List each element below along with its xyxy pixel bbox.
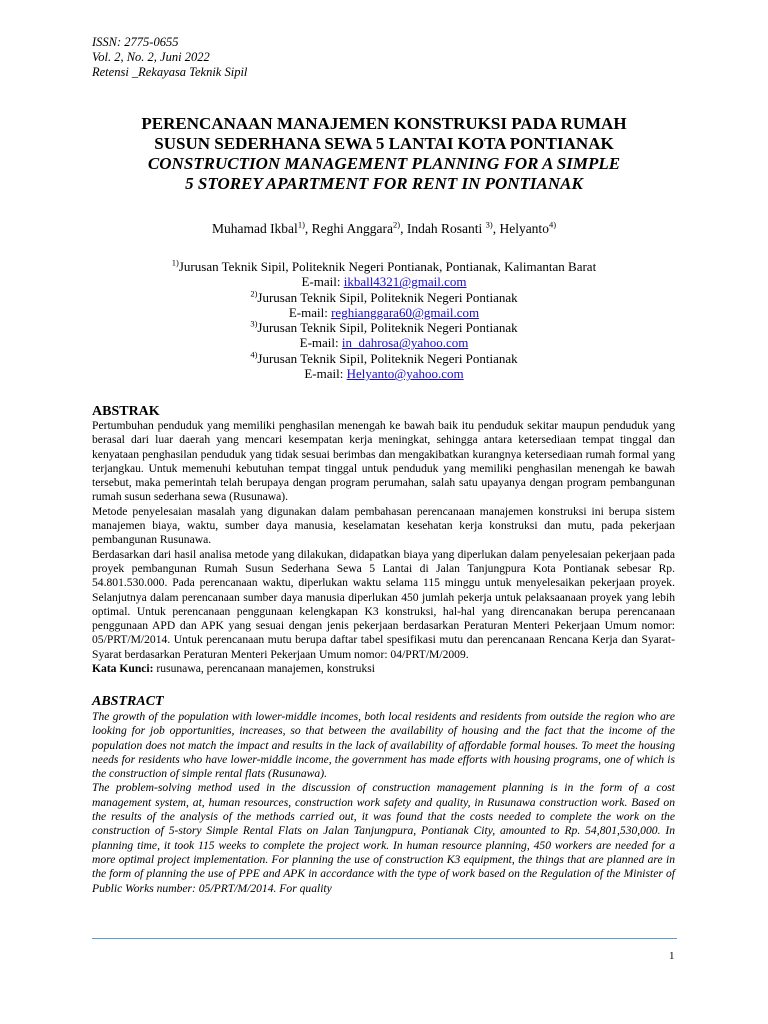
page-number: 1 bbox=[669, 950, 675, 962]
journal-name: Retensi _Rekayasa Teknik Sipil bbox=[92, 65, 248, 79]
email-label: E-mail: bbox=[288, 304, 332, 320]
affiliation-mark: 1) bbox=[171, 257, 179, 268]
email-link[interactable]: in_dahrosa@yahoo.com bbox=[341, 335, 469, 351]
issn: ISSN: 2775-0655 bbox=[92, 35, 179, 49]
affiliation-mark: 2) bbox=[250, 288, 258, 299]
author-affil-mark: 4) bbox=[548, 219, 557, 230]
keywords-label: Kata Kunci: bbox=[92, 662, 154, 676]
affiliation-text: Jurusan Teknik Sipil, Politeknik Negeri Pontianak bbox=[257, 320, 518, 336]
paper-title bbox=[60, 114, 708, 194]
affiliation bbox=[60, 290, 708, 305]
author-affil-mark: 2) bbox=[393, 219, 401, 230]
footer-divider bbox=[92, 938, 677, 939]
affiliation-text: Jurusan Teknik Sipil, Politeknik Negeri Pontianak, Pontianak, Kalimantan Barat bbox=[178, 259, 597, 274]
author-name: Helyanto bbox=[499, 221, 549, 236]
abstract-heading: ABSTRACT bbox=[92, 694, 164, 709]
email-label: E-mail: bbox=[301, 274, 344, 290]
author-separator: , bbox=[492, 221, 500, 236]
affiliation-text: Jurusan Teknik Sipil, Politeknik Negeri Pontianak bbox=[257, 350, 518, 366]
abstrak-body bbox=[92, 419, 675, 676]
email-link[interactable]: reghianggara60@gmail.com bbox=[331, 304, 480, 320]
affiliation-mark: 4) bbox=[250, 349, 258, 360]
title-en-line-1: CONSTRUCTION MANAGEMENT PLANNING FOR A SIMPLE bbox=[147, 154, 621, 173]
title-id-line-2: SUSUN SEDERHANA SEWA 5 LANTAI KOTA PONTIANAK bbox=[154, 134, 614, 153]
author-list bbox=[60, 221, 708, 237]
affiliation-mark: 3) bbox=[250, 318, 258, 329]
affiliation bbox=[60, 351, 708, 366]
abstrak-heading: ABSTRAK bbox=[92, 404, 160, 419]
title-id-line-1: PERENCANAAN MANAJEMEN KONSTRUKSI PADA RUMAH bbox=[141, 114, 627, 133]
email-label: E-mail: bbox=[299, 335, 342, 351]
affiliation-email-line bbox=[60, 366, 708, 381]
author-name: Muhamad Ikbal bbox=[211, 221, 298, 236]
title-en-line-2: 5 STOREY APARTMENT FOR RENT IN PONTIANAK bbox=[185, 174, 583, 193]
affiliation-text: Jurusan Teknik Sipil, Politeknik Negeri Pontianak bbox=[257, 289, 518, 305]
author-name: Reghi Anggara bbox=[311, 221, 394, 236]
email-link[interactable]: Helyanto@yahoo.com bbox=[346, 366, 464, 382]
keywords-text: rusunawa, perencanaan manajemen, konstruksi bbox=[153, 662, 376, 676]
affiliation-list bbox=[60, 259, 708, 381]
keywords-line bbox=[92, 662, 675, 676]
affiliation bbox=[60, 320, 708, 335]
author-separator: , bbox=[304, 221, 312, 236]
abstrak-paragraph: Metode penyelesaian masalah yang digunakan dalam pembahasan perencanaan manajemen konstruksi ini berupa sistem manajemen biaya, waktu, sumber daya manusia, keselamatan kesehatan kerja konstruksi dan mutu, pada pekerjaan pembangunan Rusunawa. bbox=[92, 504, 675, 547]
journal-header bbox=[92, 35, 247, 80]
abstract-paragraph: The growth of the population with lower-middle incomes, both local residents and residents from outside the region who are looking for job opportunities, increases, so that between the availability of housing and the fact that the income of the population does not match the impact and results in the lack of availability of affordable formal houses. To meet the housing needs for residents who have lower-middle income, the government has made efforts with housing programs, one of which is the construction of simple rental flats (Rusunawa). bbox=[92, 710, 675, 781]
affiliation-email-line bbox=[60, 335, 708, 350]
author-separator: , bbox=[400, 221, 407, 236]
affiliation-email-line bbox=[60, 305, 708, 320]
volume-info: Vol. 2, No. 2, Juni 2022 bbox=[92, 50, 210, 64]
email-link[interactable]: ikball4321@gmail.com bbox=[343, 274, 467, 290]
affiliation bbox=[60, 259, 708, 274]
abstract-body bbox=[92, 710, 675, 896]
author-name: Indah Rosanti bbox=[406, 221, 486, 236]
author-affil-mark: 1) bbox=[297, 219, 305, 230]
affiliation-email-line bbox=[60, 274, 708, 289]
author-affil-mark: 3) bbox=[485, 219, 493, 230]
abstract-paragraph: The problem-solving method used in the discussion of construction management planning is in the form of a cost management system, at, human resources, construction work safety and quality, in Rusunawa construction work. Based on the results of the analysis of the methods carried out, it was found that the costs needed to complete the work on the construction of 5-story Simple Rental Flats on Jalan Tanjungpura, Pontianak City, amounted to Rp. 54,801,530,000. In planning time, it took 115 weeks to complete the project work. In human resource planning, 450 workers are needed for a more optimal project implementation. For planning the use of construction K3 equipment, the things that are planned are in the form of planning the use of PPE and APK in accordance with the type of work based on the Regulation of the Minister of Public Works number: 05/PRT/M/2014. For quality bbox=[92, 781, 675, 895]
abstrak-paragraph: Pertumbuhan penduduk yang memiliki penghasilan menengah ke bawah baik itu penduduk sekitar maupun penduduk yang berasal dari luar daerah yang mencari kesempatan kerja meningkat, sehingga antara ketersediaan tempat tinggal dan kenyataan penghasilan penduduk yang tidak sesuai berimbas dan mengakibatkan kurangnya ketersediaan rumah formal yang terjangkau. Untuk memenuhi kebutuhan tempat tinggal untuk penduduk yang memiliki penghasilan menengah ke bawah tersebut, maka pemerintah telah berupaya dengan program perumahan, salah satu upayanya dengan program pembangunan rumah susun sederhana sewa (Rusunawa). bbox=[92, 419, 675, 504]
email-label: E-mail: bbox=[304, 366, 347, 382]
abstrak-paragraph: Berdasarkan dari hasil analisa metode yang dilakukan, didapatkan biaya yang diperlukan dalam penyelesaian pekerjaan pada proyek pembangunan Rumah Susun Sederhana Sewa 5 Lantai di Jalan Tanjungpura Kota Pontianak sebesar Rp. 54.801.530.000. Pada perencanaan waktu, diperlukan waktu selama 115 minggu untuk menyelesaikan pekerjaan proyek. Selanjutnya dalam perencanaan sumber daya manusia diperlukan 450 jumlah pekerja untuk pelaksaanaan proyek yang lebih optimal. Untuk perencanaan penggunaan kelengkapan K3 konstruksi, hal-hal yang direncanakan berupa perencanaan penggunaan APD dan APK yang sesuai dengan jenis pekerjaan berdasarkan Peraturan Menteri Pekerjaan Umum nomor: 05/PRT/M/2014. Untuk perencanaan mutu berupa daftar tabel spesifikasi mutu dan perencanaan Rencana Kerja dan Syarat-Syarat berdasarkan Peraturan Menteri Pekerjaan Umum nomor: 04/PRT/M/2009. bbox=[92, 547, 675, 661]
